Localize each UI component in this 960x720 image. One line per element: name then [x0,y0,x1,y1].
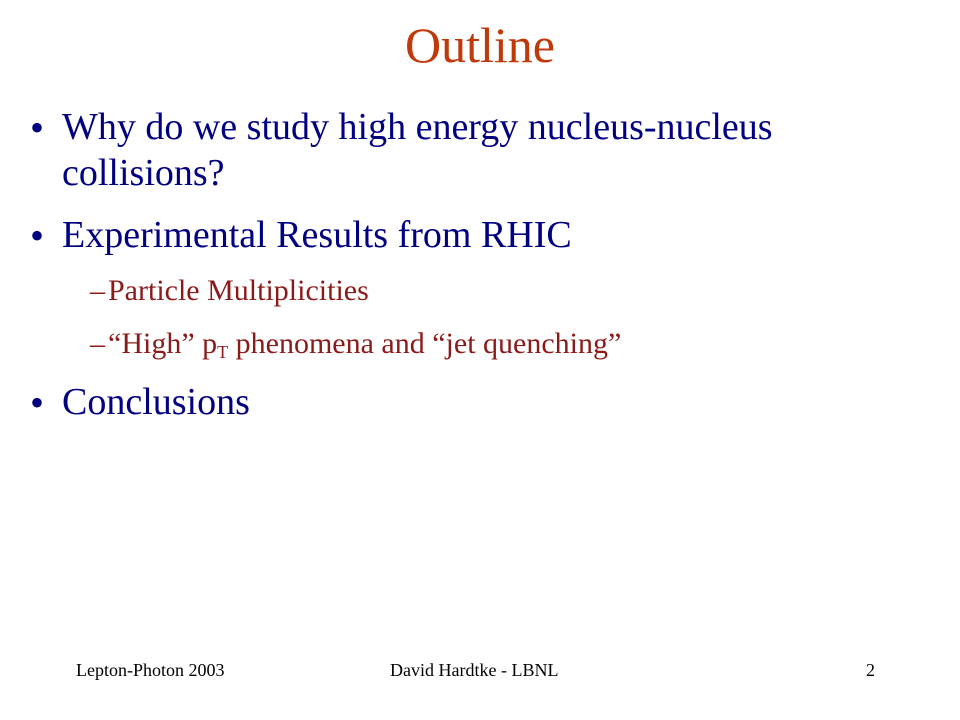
bullet-experimental-results: Experimental Results from RHIC [62,214,572,256]
subitem-high-pt-suffix: phenomena and “jet quenching” [228,327,622,360]
footer-event: Lepton-Photon 2003 [76,660,225,680]
bullet-marker: • [30,105,45,150]
subitem-marker: – [90,327,105,360]
subitem-marker: – [90,274,105,307]
slide-title: Outline [405,17,555,73]
subitem-high-pt-prefix: “High” p [108,327,218,360]
bullet-conclusions: Conclusions [62,381,250,423]
bullet-marker: • [30,380,45,425]
subitem-high-pt [108,326,621,362]
subitem-particle-multiplicities: Particle Multiplicities [108,274,369,307]
footer-page-number: 2 [866,660,875,680]
subitem-high-pt-subscript: T [217,342,229,362]
bullet-why-study: Why do we study high energy nucleus-nucleus collisions? [62,106,773,194]
bullet-marker: • [30,213,45,258]
footer-author: David Hardtke - LBNL [390,660,559,680]
